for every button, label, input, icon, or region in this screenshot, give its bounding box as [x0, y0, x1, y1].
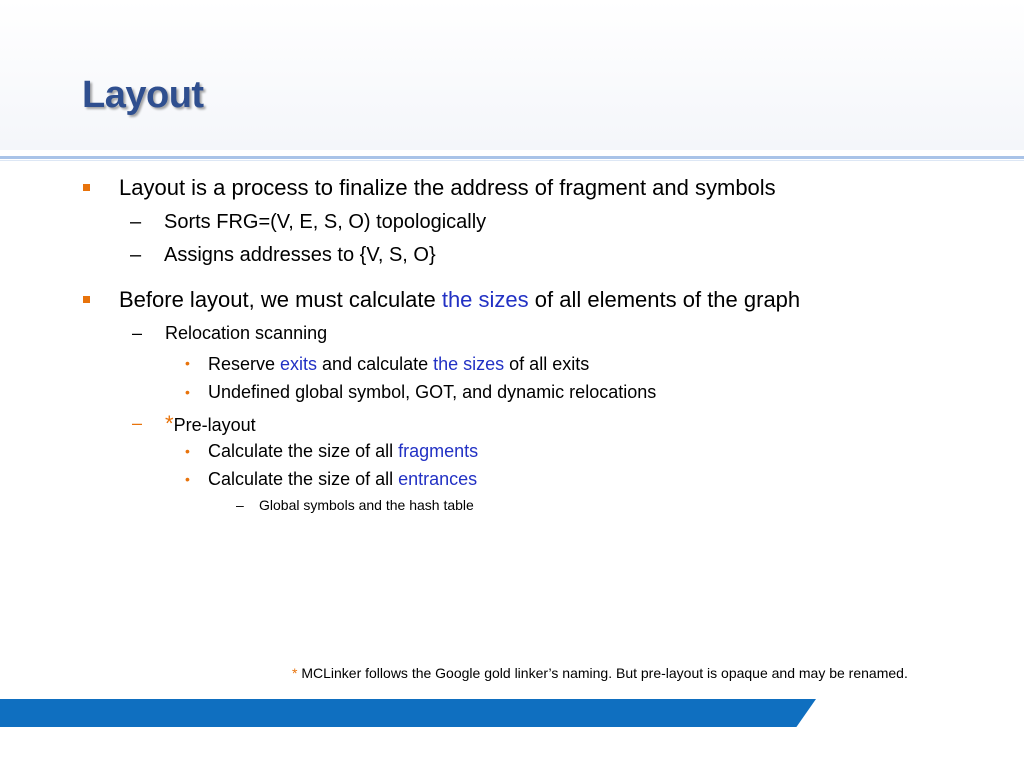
item-entrances-prefix: Calculate the size of all	[208, 469, 399, 489]
item-reserve-prefix: Reserve	[208, 354, 281, 374]
slide-title: Layout	[82, 74, 204, 116]
dash-bullet-icon: –	[132, 413, 143, 433]
dash-bullet-icon: –	[236, 497, 244, 513]
title-divider-shadow	[0, 160, 1024, 161]
dash-bullet-icon: –	[130, 211, 142, 233]
item-fragments-prefix: Calculate the size of all	[208, 441, 399, 461]
footnote-text: MCLinker follows the Google gold linker’s naming. But pre-layout is opaque and may be renamed.	[297, 665, 908, 681]
asterisk-marker: *	[165, 411, 174, 436]
sub-item-global-symbols: Global symbols and the hash table	[259, 497, 474, 513]
item-undefined-global: Undefined global symbol, GOT, and dynamic relocations	[208, 382, 657, 402]
bullet-before-layout	[119, 287, 800, 313]
item-size-fragments	[208, 441, 478, 462]
highlight-the-sizes-exits: the sizes	[433, 354, 505, 374]
item-size-entrances	[208, 469, 477, 490]
dot-bullet-icon: •	[185, 443, 190, 459]
pre-layout-label: Pre-layout	[173, 415, 256, 435]
sub-bullet-pre-layout	[165, 411, 256, 437]
bullet-before-layout-prefix: Before layout, we must calculate	[119, 287, 442, 312]
highlight-exits: exits	[280, 354, 318, 374]
title-divider	[0, 156, 1024, 159]
item-reserve-mid: and calculate	[317, 354, 434, 374]
square-bullet-icon	[83, 184, 90, 191]
bullet-before-layout-suffix: of all elements of the graph	[528, 287, 801, 312]
dot-bullet-icon: •	[185, 384, 190, 400]
footnote	[292, 665, 908, 681]
dash-bullet-icon: –	[132, 323, 143, 343]
footnote-asterisk: *	[292, 665, 298, 681]
dot-bullet-icon: •	[185, 355, 190, 371]
bullet-layout-process: Layout is a process to finalize the address of fragment and symbols	[119, 175, 776, 200]
square-bullet-icon	[83, 296, 90, 303]
bottom-accent-bar	[0, 699, 816, 727]
dash-bullet-icon: –	[130, 244, 142, 266]
highlight-fragments: fragments	[398, 441, 479, 461]
dot-bullet-icon: •	[185, 471, 190, 487]
sub-bullet-assigns: Assigns addresses to {V, S, O}	[164, 244, 436, 266]
sub-bullet-relocation-scanning: Relocation scanning	[165, 323, 328, 343]
item-reserve-suffix: of all exits	[504, 354, 590, 374]
highlight-the-sizes: the sizes	[441, 287, 529, 312]
sub-bullet-sorts: Sorts FRG=(V, E, S, O) topologically	[164, 211, 487, 233]
highlight-entrances: entrances	[398, 469, 478, 489]
item-reserve-exits	[208, 354, 589, 375]
